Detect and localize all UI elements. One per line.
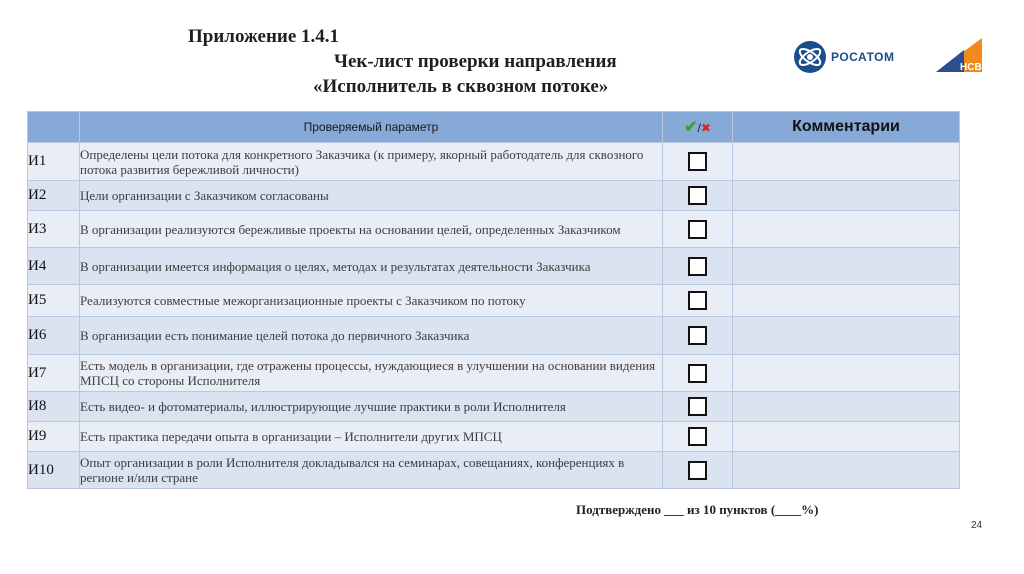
checkbox[interactable] bbox=[688, 152, 707, 171]
checkbox[interactable] bbox=[688, 291, 707, 310]
checkbox[interactable] bbox=[688, 397, 707, 416]
header-check-cross bbox=[663, 112, 733, 143]
table-row bbox=[28, 211, 960, 248]
table-row bbox=[28, 181, 960, 211]
nsv-logo bbox=[934, 36, 984, 74]
row-code: И1 bbox=[28, 143, 80, 181]
table-row bbox=[28, 248, 960, 285]
row-code: И6 bbox=[28, 317, 80, 355]
row-parameter: Есть видео- и фотоматериалы, иллюстрирующие лучшие практики в роли Исполнителя bbox=[80, 392, 663, 422]
row-comment-cell[interactable] bbox=[733, 317, 960, 355]
row-comment-cell[interactable] bbox=[733, 211, 960, 248]
checkmark-icon: ✔ bbox=[684, 119, 698, 136]
header-comments: Комментарии bbox=[733, 112, 960, 143]
row-checkbox-cell bbox=[663, 452, 733, 489]
rosatom-wordmark: РОСАТОМ bbox=[831, 50, 895, 64]
checkbox[interactable] bbox=[688, 427, 707, 446]
row-parameter: Цели организации с Заказчиком согласованы bbox=[80, 181, 663, 211]
row-comment-cell[interactable] bbox=[733, 392, 960, 422]
row-code: И2 bbox=[28, 181, 80, 211]
row-code: И3 bbox=[28, 211, 80, 248]
row-comment-cell[interactable] bbox=[733, 452, 960, 489]
row-checkbox-cell bbox=[663, 181, 733, 211]
row-code: И10 bbox=[28, 452, 80, 489]
row-checkbox-cell bbox=[663, 422, 733, 452]
row-parameter: В организации имеется информация о целях, методах и результатах деятельности Заказчика bbox=[80, 248, 663, 285]
row-code: И7 bbox=[28, 355, 80, 392]
checkbox[interactable] bbox=[688, 461, 707, 480]
table-row bbox=[28, 422, 960, 452]
row-parameter: Определены цели потока для конкретного Заказчика (к примеру, якорный работодатель для сквозного потока развития бережливой личности) bbox=[80, 143, 663, 181]
row-checkbox-cell bbox=[663, 211, 733, 248]
title-line-3: «Исполнитель в сквозном потоке» bbox=[313, 76, 609, 97]
checkbox[interactable] bbox=[688, 364, 707, 383]
checkbox[interactable] bbox=[688, 326, 707, 345]
row-code: И5 bbox=[28, 285, 80, 317]
row-checkbox-cell bbox=[663, 317, 733, 355]
row-code: И4 bbox=[28, 248, 80, 285]
table-row bbox=[28, 317, 960, 355]
row-comment-cell[interactable] bbox=[733, 355, 960, 392]
table-header-row bbox=[28, 112, 960, 143]
row-comment-cell[interactable] bbox=[733, 422, 960, 452]
row-parameter: В организации есть понимание целей потока до первичного Заказчика bbox=[80, 317, 663, 355]
row-checkbox-cell bbox=[663, 285, 733, 317]
row-code: И9 bbox=[28, 422, 80, 452]
checklist-table bbox=[27, 111, 960, 489]
row-parameter: Есть практика передачи опыта в организации – Исполнители других МПСЦ bbox=[80, 422, 663, 452]
row-checkbox-cell bbox=[663, 355, 733, 392]
table-row bbox=[28, 392, 960, 422]
rosatom-atom-icon bbox=[793, 40, 827, 74]
table-row bbox=[28, 143, 960, 181]
table-row bbox=[28, 452, 960, 489]
row-checkbox-cell bbox=[663, 248, 733, 285]
cross-icon: ✖ bbox=[700, 121, 711, 135]
title-line-1: Приложение 1.4.1 bbox=[188, 26, 340, 47]
row-parameter: В организации реализуются бережливые проекты на основании целей, определенных Заказчиком bbox=[80, 211, 663, 248]
row-parameter: Есть модель в организации, где отражены процессы, нуждающиеся в улучшении на основании видения МПСЦ со стороны Исполнителя bbox=[80, 355, 663, 392]
table-row bbox=[28, 355, 960, 392]
confirmation-summary: Подтверждено ___ из 10 пунктов (____%) bbox=[576, 502, 819, 517]
nsv-logo-text: НСВ bbox=[960, 62, 982, 73]
row-checkbox-cell bbox=[663, 392, 733, 422]
row-parameter: Опыт организации в роли Исполнителя докладывался на семинарах, совещаниях, конференциях в регионе и/или стране bbox=[80, 452, 663, 489]
checkbox[interactable] bbox=[688, 186, 707, 205]
rosatom-logo bbox=[793, 37, 908, 77]
checkbox[interactable] bbox=[688, 257, 707, 276]
row-checkbox-cell bbox=[663, 143, 733, 181]
table-row bbox=[28, 285, 960, 317]
header-parameter: Проверяемый параметр bbox=[80, 112, 663, 143]
header-code-cell bbox=[28, 112, 80, 143]
row-parameter: Реализуются совместные межорганизационные проекты с Заказчиком по потоку bbox=[80, 285, 663, 317]
row-comment-cell[interactable] bbox=[733, 285, 960, 317]
header-check-separator: / bbox=[697, 121, 701, 135]
row-code: И8 bbox=[28, 392, 80, 422]
page-number: 24 bbox=[971, 520, 983, 531]
row-comment-cell[interactable] bbox=[733, 181, 960, 211]
row-comment-cell[interactable] bbox=[733, 143, 960, 181]
checkbox[interactable] bbox=[688, 220, 707, 239]
title-line-2: Чек-лист проверки направления bbox=[334, 51, 617, 72]
row-comment-cell[interactable] bbox=[733, 248, 960, 285]
